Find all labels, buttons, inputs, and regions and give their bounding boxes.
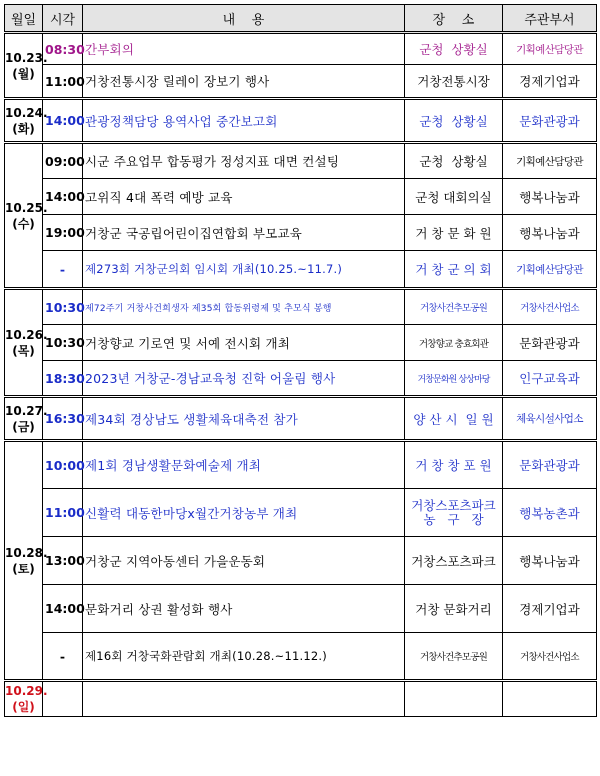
- date-cell: [5, 441, 48, 681]
- place-line-1: 거창스포츠파크: [411, 497, 496, 513]
- place-cell: 거창 문화거리: [405, 585, 503, 633]
- table-row: [5, 143, 597, 179]
- dept-cell: 문화관광과: [503, 99, 597, 143]
- place-cell: [405, 681, 503, 717]
- time-cell: -: [43, 633, 83, 681]
- event-cell: 거창전통시장 릴레이 장보기 행사: [83, 65, 405, 99]
- dept-cell: 행복나눔과: [503, 537, 597, 585]
- header-date: 월일: [5, 5, 43, 33]
- event-cell: 제72주기 거창사건희생자 제35회 합동위령제 및 추모식 봉행: [83, 289, 405, 325]
- weekday-text: (목): [12, 343, 35, 358]
- weekday-text: (수): [12, 216, 35, 231]
- dept-cell: 행복나눔과: [503, 215, 597, 251]
- time-cell: 11:00: [43, 65, 83, 99]
- table-row: [5, 215, 597, 251]
- dept-cell: 거창사건사업소: [503, 289, 597, 325]
- header-row: [5, 5, 597, 33]
- date-text: 10.26.: [5, 327, 48, 342]
- time-cell: -: [43, 251, 83, 289]
- time-cell: [43, 681, 83, 717]
- date-text: 10.29.: [5, 684, 48, 698]
- dept-cell: 기획예산담당관: [503, 143, 597, 179]
- place-cell: 거창문화원 상상마당: [405, 361, 503, 397]
- place-cell: [405, 489, 503, 537]
- place-line-2: 농 구 장: [423, 511, 484, 527]
- dept-cell: 체육시설사업소: [503, 397, 597, 441]
- date-cell: [5, 681, 48, 717]
- schedule-container: [4, 4, 596, 772]
- event-cell: 거창군 국공립어린이집연합회 부모교육: [83, 215, 405, 251]
- event-cell: 신활력 대동한마당x월간거창농부 개최: [83, 489, 405, 537]
- time-cell: 10:00: [43, 441, 83, 489]
- date-text: 10.25.: [5, 200, 48, 215]
- table-row: [5, 489, 597, 537]
- time-cell: 14:00: [43, 179, 83, 215]
- time-cell: 11:00: [43, 489, 83, 537]
- time-cell: 08:30: [43, 33, 83, 65]
- dept-cell: [503, 681, 597, 717]
- table-row: [5, 441, 597, 489]
- table-row: [5, 99, 597, 143]
- date-cell: [5, 33, 48, 99]
- table-row: [5, 179, 597, 215]
- place-cell: 거창사건추모공원: [405, 633, 503, 681]
- header-dept: 주관부서: [503, 5, 597, 33]
- time-cell: 09:00: [43, 143, 83, 179]
- dept-cell: 기획예산담당관: [503, 251, 597, 289]
- place-cell: 거 창 창 포 원: [405, 441, 503, 489]
- date-text: 10.23.: [5, 50, 48, 65]
- weekday-text: (일): [12, 700, 35, 714]
- date-cell: [5, 397, 48, 441]
- dept-cell: 인구교육과: [503, 361, 597, 397]
- weekday-text: (토): [12, 561, 35, 576]
- event-cell: 제1회 경남생활문화예술제 개최: [83, 441, 405, 489]
- header-event: 내 용: [83, 5, 405, 33]
- place-cell: 양 산 시 일 원: [405, 397, 503, 441]
- event-cell: 제273회 거창군의회 임시회 개최(10.25.~11.7.): [83, 251, 405, 289]
- header-place: 장 소: [405, 5, 503, 33]
- table-row: [5, 33, 597, 65]
- time-cell: 13:00: [43, 537, 83, 585]
- dept-cell: 경제기업과: [503, 65, 597, 99]
- table-row: [5, 361, 597, 397]
- dept-cell: 행복나눔과: [503, 179, 597, 215]
- event-cell: 제16회 거창국화관람회 개최(10.28.~11.12.): [83, 633, 405, 681]
- time-cell: 10:30: [43, 289, 83, 325]
- time-cell: 18:30: [43, 361, 83, 397]
- table-row: [5, 397, 597, 441]
- dept-cell: 거창사건사업소: [503, 633, 597, 681]
- event-cell: [83, 681, 405, 717]
- event-cell: 제34회 경상남도 생활체육대축전 참가: [83, 397, 405, 441]
- date-cell: [5, 143, 48, 289]
- event-cell: 거창향교 기로연 및 서예 전시회 개최: [83, 325, 405, 361]
- place-cell: 군청 상황실: [405, 33, 503, 65]
- date-text: 10.28.: [5, 545, 48, 560]
- place-cell: 군청 대회의실: [405, 179, 503, 215]
- dept-cell: 문화관광과: [503, 325, 597, 361]
- event-cell: 문화거리 상권 활성화 행사: [83, 585, 405, 633]
- event-cell: 2023년 거창군-경남교육청 진학 어울림 행사: [83, 361, 405, 397]
- dept-cell: 문화관광과: [503, 441, 597, 489]
- date-cell: [5, 99, 48, 143]
- table-row: [5, 65, 597, 99]
- table-row: [5, 633, 597, 681]
- date-text: 10.24.: [5, 105, 48, 120]
- event-cell: 고위직 4대 폭력 예방 교육: [83, 179, 405, 215]
- place-cell: 군청 상황실: [405, 99, 503, 143]
- place-cell: 거창사건추모공원: [405, 289, 503, 325]
- event-cell: 시군 주요업무 합동평가 정성지표 대면 컨설팅: [83, 143, 405, 179]
- event-cell: 거창군 지역아동센터 가을운동회: [83, 537, 405, 585]
- weekday-text: (금): [12, 419, 35, 434]
- date-text: 10.27.: [5, 403, 48, 418]
- dept-cell: 행복농촌과: [503, 489, 597, 537]
- time-cell: 14:00: [43, 585, 83, 633]
- place-cell: 거 창 문 화 원: [405, 215, 503, 251]
- time-cell: 16:30: [43, 397, 83, 441]
- table-row: [5, 289, 597, 325]
- dept-cell: 기획예산담당관: [503, 33, 597, 65]
- weekday-text: (월): [12, 66, 35, 81]
- time-cell: 10:30: [43, 325, 83, 361]
- table-row: [5, 537, 597, 585]
- event-cell: 간부회의: [83, 33, 405, 65]
- place-cell: 거창스포츠파크: [405, 537, 503, 585]
- event-cell: 관광정책담당 용역사업 중간보고회: [83, 99, 405, 143]
- date-cell: [5, 289, 48, 397]
- table-row: [5, 325, 597, 361]
- weekday-text: (화): [12, 121, 35, 136]
- table-row: [5, 681, 597, 717]
- time-cell: 19:00: [43, 215, 83, 251]
- weekly-schedule-table: [4, 4, 597, 717]
- header-time: 시각: [43, 5, 83, 33]
- place-cell: 거창향교 충효회관: [405, 325, 503, 361]
- place-cell: 군청 상황실: [405, 143, 503, 179]
- table-row: [5, 251, 597, 289]
- time-cell: 14:00: [43, 99, 83, 143]
- place-cell: 거창전통시장: [405, 65, 503, 99]
- table-row: [5, 585, 597, 633]
- place-cell: 거 창 군 의 회: [405, 251, 503, 289]
- dept-cell: 경제기업과: [503, 585, 597, 633]
